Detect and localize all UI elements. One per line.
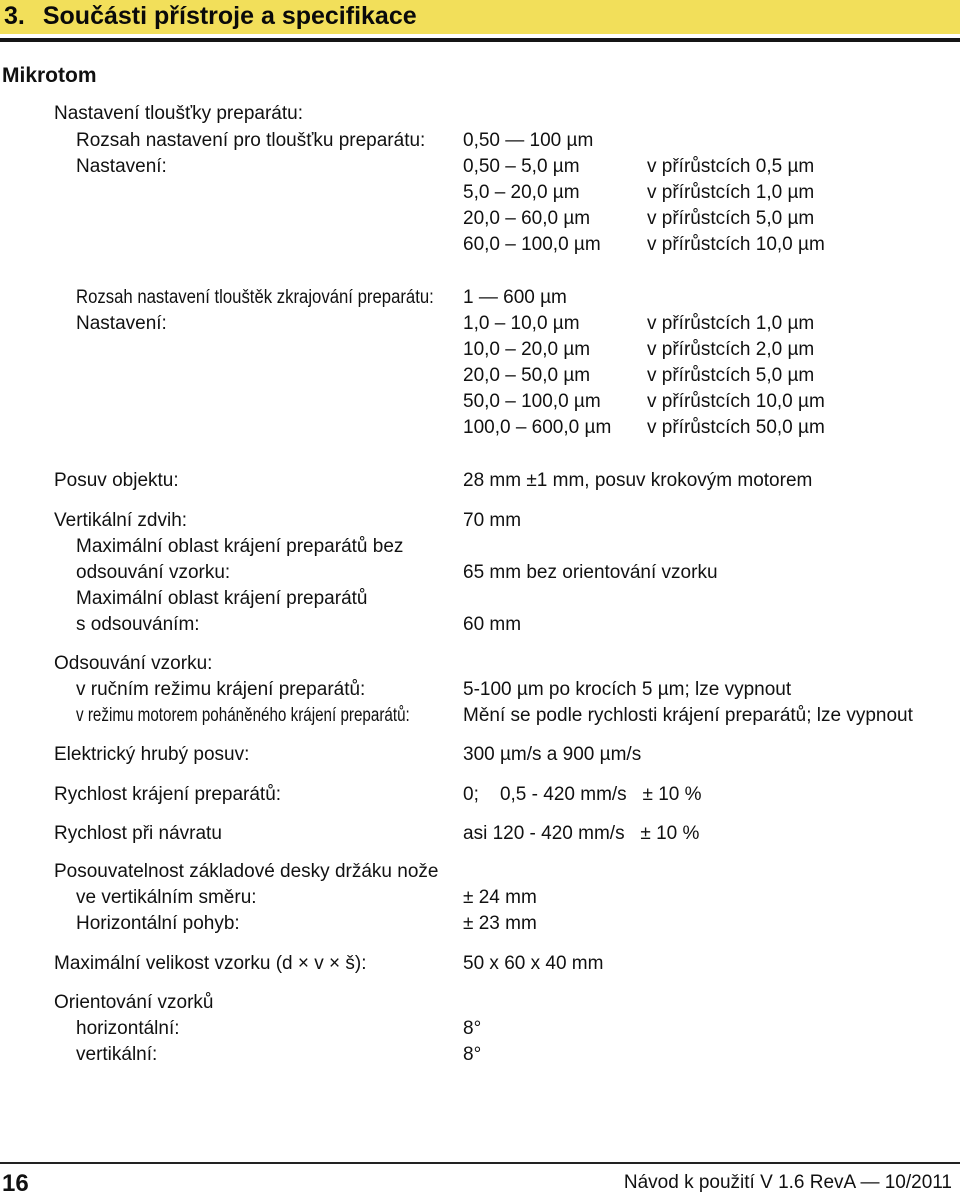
- orientation-heading: Orientování vzorků: [54, 992, 214, 1013]
- retraction-manual-value: 5-100 µm po krocích 5 µm; lze vypnout: [463, 679, 792, 700]
- max-no-retract-value: 65 mm bez orientování vzorku: [463, 562, 718, 583]
- thickness-row-range: 0,50 – 5,0 µm: [463, 156, 580, 177]
- max-retract-value: 60 mm: [463, 614, 522, 635]
- thickness-row-range: 60,0 – 100,0 µm: [463, 234, 601, 255]
- retraction-motor-value: Mění se podle rychlosti krájení preparátů; lze vypnout: [463, 705, 913, 726]
- header-rule: [0, 38, 960, 42]
- coarse-feed-label: Elektrický hrubý posuv:: [54, 744, 250, 765]
- orientation-horizontal-value: 8°: [463, 1018, 482, 1039]
- orientation-vertical-label: vertikální:: [76, 1044, 158, 1065]
- knife-base-horizontal-label: Horizontální pohyb:: [76, 913, 240, 934]
- footer-rule: [0, 1162, 960, 1164]
- max-size-label: Maximální velikost vzorku (d × v × š):: [54, 953, 367, 974]
- thickness-range-label: Rozsah nastavení pro tloušťku preparátu:: [76, 130, 426, 151]
- trimming-row-range: 100,0 – 600,0 µm: [463, 417, 612, 438]
- thickness-heading: Nastavení tloušťky preparátu:: [54, 103, 303, 124]
- trimming-row-range: 10,0 – 20,0 µm: [463, 339, 591, 360]
- thickness-row-step: v přírůstcích 1,0 µm: [647, 182, 815, 203]
- subheading: Mikrotom: [2, 64, 97, 87]
- knife-base-vertical-label: ve vertikálním směru:: [76, 887, 257, 908]
- retraction-manual-label: v ručním režimu krájení preparátů:: [76, 679, 366, 700]
- knife-base-vertical-value: ± 24 mm: [463, 887, 537, 908]
- orientation-vertical-value: 8°: [463, 1044, 482, 1065]
- section-number: 3.: [4, 2, 25, 30]
- section-title: [4, 2, 417, 31]
- max-no-retract-label-1: Maximální oblast krájení preparátů bez: [76, 536, 404, 557]
- thickness-row-step: v přírůstcích 5,0 µm: [647, 208, 815, 229]
- trimming-row-range: 1,0 – 10,0 µm: [463, 313, 580, 334]
- max-retract-label-2: s odsouváním:: [76, 614, 200, 635]
- thickness-range-value: 0,50 — 100 µm: [463, 130, 594, 151]
- thickness-setting-label: Nastavení:: [76, 156, 167, 177]
- page-number: 16: [2, 1170, 29, 1197]
- coarse-feed-value: 300 µm/s a 900 µm/s: [463, 744, 642, 765]
- object-feed-label: Posuv objektu:: [54, 470, 179, 491]
- thickness-row-range: 5,0 – 20,0 µm: [463, 182, 580, 203]
- thickness-row-range: 20,0 – 60,0 µm: [463, 208, 591, 229]
- object-feed-value: 28 mm ±1 mm, posuv krokovým motorem: [463, 470, 813, 491]
- trimming-row-step: v přírůstcích 2,0 µm: [647, 339, 815, 360]
- retraction-heading: Odsouvání vzorku:: [54, 653, 213, 674]
- trimming-row-range: 50,0 – 100,0 µm: [463, 391, 601, 412]
- trimming-row-range: 20,0 – 50,0 µm: [463, 365, 591, 386]
- trimming-row-step: v přírůstcích 10,0 µm: [647, 391, 825, 412]
- knife-base-heading: Posouvatelnost základové desky držáku nože: [54, 861, 439, 882]
- trimming-row-step: v přírůstcích 1,0 µm: [647, 313, 815, 334]
- max-no-retract-label-2: odsouvání vzorku:: [76, 562, 231, 583]
- vertical-stroke-value: 70 mm: [463, 510, 522, 531]
- trimming-setting-label: Nastavení:: [76, 313, 167, 334]
- max-size-value: 50 x 60 x 40 mm: [463, 953, 604, 974]
- trimming-range-label: Rozsah nastavení tlouštěk zkrajování preparátu:: [76, 287, 434, 308]
- cutting-speed-label: Rychlost krájení preparátů:: [54, 784, 282, 805]
- return-speed-label: Rychlost při návratu: [54, 823, 222, 844]
- trimming-row-step: v přírůstcích 5,0 µm: [647, 365, 815, 386]
- orientation-horizontal-label: horizontální:: [76, 1018, 180, 1039]
- return-speed-value: asi 120 - 420 mm/s ± 10 %: [463, 823, 700, 844]
- cutting-speed-value: 0; 0,5 - 420 mm/s ± 10 %: [463, 784, 702, 805]
- thickness-row-step: v přírůstcích 10,0 µm: [647, 234, 825, 255]
- retraction-motor-label: v režimu motorem poháněného krájení preparátů:: [76, 705, 410, 726]
- document-info: Návod k použití V 1.6 RevA — 10/2011: [623, 1172, 952, 1193]
- vertical-stroke-label: Vertikální zdvih:: [54, 510, 188, 531]
- trimming-row-step: v přírůstcích 50,0 µm: [647, 417, 825, 438]
- trimming-range-value: 1 — 600 µm: [463, 287, 567, 308]
- thickness-row-step: v přírůstcích 0,5 µm: [647, 156, 815, 177]
- section-title-text: Součásti přístroje a specifikace: [42, 2, 417, 30]
- knife-base-horizontal-value: ± 23 mm: [463, 913, 537, 934]
- max-retract-label-1: Maximální oblast krájení preparátů: [76, 588, 368, 609]
